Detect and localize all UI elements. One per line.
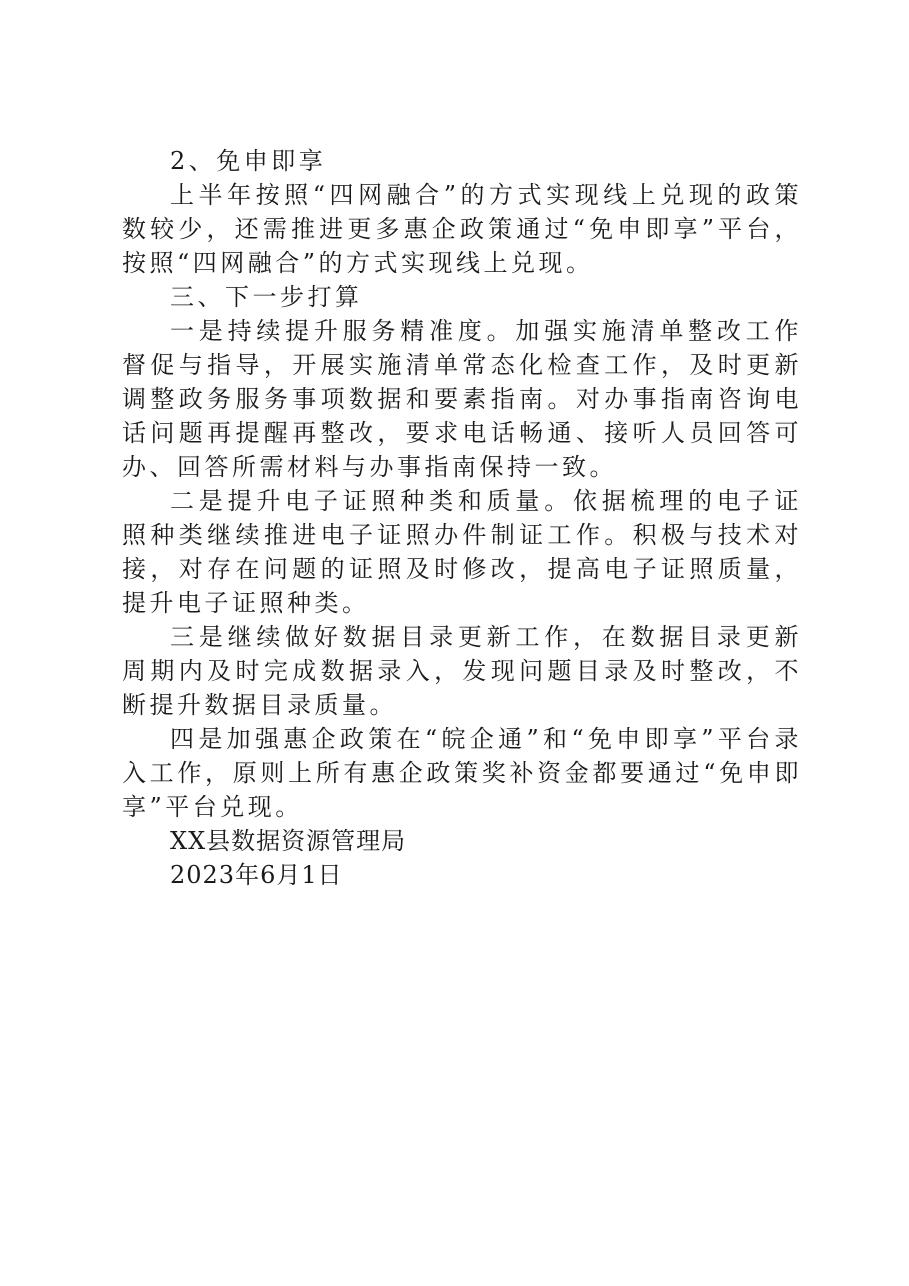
section-subheading-mianshen: 2、免申即享	[170, 147, 327, 175]
paragraph-step-three: 三是继续做好数据目录更新工作，在数据目录更新周期内及时完成数据录入，发现问题目录及时整改，不断提升数据目录质量。	[122, 623, 802, 719]
signature-date: 2023年6月1日	[170, 861, 343, 889]
section-heading-next-steps: 三、下一步打算	[170, 283, 363, 311]
paragraph-step-two: 二是提升电子证照种类和质量。依据梳理的电子证照种类继续推进电子证照办件制证工作。积极与技术对接，对存在问题的证照及时修改，提高电子证照质量，提升电子证照种类。	[122, 487, 802, 617]
paragraph-mianshen-status: 上半年按照“四网融合”的方式实现线上兑现的政策数较少，还需推进更多惠企政策通过“免申即享”平台，按照“四网融合”的方式实现线上兑现。	[122, 181, 802, 277]
signature-organization: XX县数据资源管理局	[170, 827, 407, 855]
paragraph-step-one: 一是持续提升服务精准度。加强实施清单整改工作督促与指导，开展实施清单常态化检查工作，及时更新调整政务服务事项数据和要素指南。对办事指南咨询电话问题再提醒再整改，要求电话畅通、接听人员回答可办、回答所需材料与办事指南保持一致。	[122, 317, 802, 481]
document-body	[122, 144, 802, 892]
paragraph-step-four: 四是加强惠企政策在“皖企通”和“免申即享”平台录入工作，原则上所有惠企政策奖补资金都要通过“免申即享”平台兑现。	[122, 725, 802, 821]
